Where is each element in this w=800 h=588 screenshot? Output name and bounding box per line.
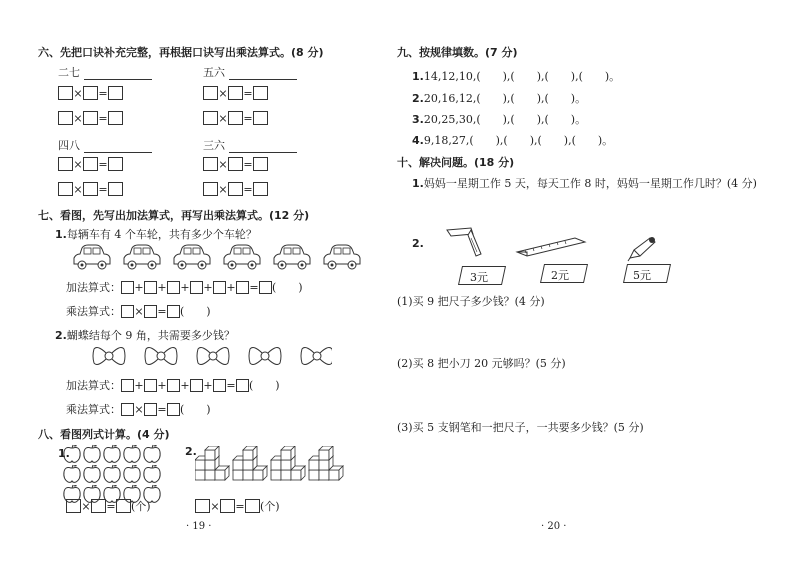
mnemonic-blank[interactable]	[84, 68, 152, 80]
answer-box[interactable]	[228, 111, 243, 125]
question-number: 1.	[55, 228, 67, 241]
answer-box[interactable]	[228, 157, 243, 171]
addition-row: 加法算式： + + + + = ( )	[66, 378, 280, 392]
answer-box[interactable]	[108, 111, 123, 125]
answer-box[interactable]	[203, 182, 218, 196]
answer-box[interactable]	[66, 499, 81, 513]
section-9-title: 九、按规律填数。(7 分)	[397, 46, 518, 59]
equation-row: × =	[203, 182, 268, 196]
equation-row	[58, 86, 123, 100]
answer-box[interactable]	[190, 379, 203, 392]
price-label: 2元	[551, 269, 569, 282]
cars-illustration	[72, 244, 362, 272]
question-text: 蝴蝶结每个 9 角，共需要多少钱？	[66, 329, 235, 342]
equation-row: × =	[203, 111, 268, 125]
answer-paren[interactable]: ( )	[180, 305, 211, 318]
equation-row: × = (个)	[195, 498, 280, 514]
answer-box[interactable]	[203, 86, 218, 100]
sequence-row: 1.14,12,10,( ),( ),( ),( )。	[412, 70, 621, 83]
question-number: 2.	[412, 237, 424, 250]
answer-box[interactable]	[213, 281, 226, 294]
question-number: 2.	[55, 329, 67, 342]
addition-label: 加法算式：	[66, 281, 121, 294]
equation-row: × = (个)	[66, 498, 151, 514]
section-10-title: 十、解决问题。(18 分)	[397, 156, 515, 169]
answer-paren[interactable]: ( )	[180, 403, 211, 416]
answer-box[interactable]	[245, 499, 260, 513]
answer-box[interactable]	[144, 403, 157, 416]
mnemonic-blank[interactable]	[229, 141, 297, 153]
mnemonic-label: 二七	[58, 66, 80, 79]
section-7-title: 七、看图，先写出加法算式，再写出乘法算式。(12 分)	[38, 209, 310, 222]
bow-icon	[145, 348, 177, 365]
bow-icon	[301, 348, 332, 365]
equation-row: × =	[58, 182, 123, 196]
mnemonic-item	[58, 137, 152, 153]
answer-box[interactable]	[144, 305, 157, 318]
answer-box[interactable]	[167, 305, 180, 318]
ruler-icon	[515, 236, 587, 258]
car-icon	[274, 245, 310, 269]
mnemonic-label: 三六	[203, 139, 225, 152]
answer-box[interactable]	[195, 499, 210, 513]
times-sign: ×	[73, 86, 83, 100]
answer-box[interactable]	[203, 111, 218, 125]
answer-box[interactable]	[167, 281, 180, 294]
answer-box[interactable]	[167, 403, 180, 416]
apples-illustration	[62, 444, 166, 504]
answer-box[interactable]	[121, 305, 134, 318]
answer-box[interactable]	[83, 111, 98, 125]
addition-label: 加法算式：	[66, 379, 121, 392]
subquestion-2: (2)买 8 把小刀 20 元够吗？(5 分)	[397, 357, 566, 370]
price-label: 3元	[470, 271, 488, 284]
answer-box[interactable]	[58, 86, 73, 100]
page-number: · 20 ·	[541, 521, 567, 532]
mnemonic-blank[interactable]	[229, 68, 297, 80]
answer-box[interactable]	[253, 86, 268, 100]
answer-box[interactable]	[83, 157, 98, 171]
cubes-illustration	[195, 446, 355, 486]
bow-icon	[249, 348, 281, 365]
bow-icon	[93, 348, 125, 365]
answer-box[interactable]	[228, 86, 243, 100]
price-label: 5元	[633, 269, 651, 282]
answer-box[interactable]	[116, 499, 131, 513]
mnemonic-label: 五六	[203, 66, 225, 79]
pen-icon	[626, 234, 660, 262]
answer-box[interactable]	[190, 281, 203, 294]
knife-icon	[443, 226, 485, 264]
answer-paren[interactable]: ( )	[272, 281, 303, 294]
answer-box[interactable]	[213, 379, 226, 392]
answer-box[interactable]	[203, 157, 218, 171]
question-number: 2.	[185, 445, 197, 458]
answer-box[interactable]	[121, 281, 134, 294]
sequence-row: 3.20,25,30,( ),( ),( )。	[412, 113, 587, 126]
answer-box[interactable]	[83, 182, 98, 196]
multiplication-row: 乘法算式： × = ( )	[66, 304, 211, 318]
mnemonic-item	[203, 137, 297, 153]
answer-box[interactable]	[236, 379, 249, 392]
answer-box[interactable]	[167, 379, 180, 392]
bow-icon	[197, 348, 229, 365]
question-text: 每辆车有 4 个车轮，共有多少个车轮？	[66, 228, 257, 241]
subquestion-1: (1)买 9 把尺子多少钱？(4 分)	[397, 295, 545, 308]
answer-box[interactable]	[220, 499, 235, 513]
unit-label: (个)	[131, 500, 151, 513]
mnemonic-blank[interactable]	[84, 141, 152, 153]
answer-box[interactable]	[144, 379, 157, 392]
answer-box[interactable]	[83, 86, 98, 100]
answer-box[interactable]	[259, 281, 272, 294]
equation-row: × =	[58, 111, 123, 125]
unit-label: (个)	[260, 500, 280, 513]
bows-illustration	[92, 344, 332, 368]
answer-box[interactable]	[253, 157, 268, 171]
page-number: · 19 ·	[186, 521, 212, 532]
answer-box[interactable]	[144, 281, 157, 294]
answer-box[interactable]	[236, 281, 249, 294]
sequence-row: 4.9,18,27,( ),( ),( ),( )。	[412, 134, 614, 147]
multiplication-label: 乘法算式：	[66, 305, 121, 318]
addition-row: 加法算式： + + + + + = ( )	[66, 280, 303, 294]
answer-box[interactable]	[121, 403, 134, 416]
multiplication-row: 乘法算式： × = ( )	[66, 402, 211, 416]
answer-box[interactable]	[108, 157, 123, 171]
answer-box[interactable]	[58, 182, 73, 196]
section-6-title: 六、先把口诀补充完整，再根据口诀写出乘法算式。(8 分)	[38, 46, 324, 59]
mnemonic-item	[58, 64, 152, 80]
answer-box[interactable]	[91, 499, 106, 513]
answer-box[interactable]	[58, 157, 73, 171]
answer-box[interactable]	[253, 182, 268, 196]
answer-box[interactable]	[58, 111, 73, 125]
question-number: 1.	[58, 447, 70, 460]
sequence-row: 2.20,16,12,( ),( ),( )。	[412, 92, 587, 105]
question-2	[55, 327, 235, 343]
question-1	[55, 226, 257, 242]
subquestion-3: (3)买 5 支钢笔和一把尺子，一共要多少钱？(5 分)	[397, 421, 644, 434]
section-8-title: 八、看图列式计算。(4 分)	[38, 428, 170, 441]
car-icon	[124, 245, 160, 269]
answer-box[interactable]	[108, 86, 123, 100]
equation-row: × =	[203, 157, 268, 171]
answer-box[interactable]	[228, 182, 243, 196]
equation-row: × =	[58, 157, 123, 171]
answer-paren[interactable]: ( )	[249, 379, 280, 392]
answer-box[interactable]	[253, 111, 268, 125]
answer-box[interactable]	[108, 182, 123, 196]
answer-box[interactable]	[121, 379, 134, 392]
car-icon	[324, 245, 360, 269]
question-1: 1.妈妈一星期工作 5 天，每天工作 8 时，妈妈一星期工作几时？(4 分)	[412, 177, 757, 190]
equals-sign: =	[98, 86, 108, 100]
car-icon	[74, 245, 110, 269]
car-icon	[174, 245, 210, 269]
equation-row: × =	[203, 86, 268, 100]
mnemonic-label: 四八	[58, 139, 80, 152]
multiplication-label: 乘法算式：	[66, 403, 121, 416]
car-icon	[224, 245, 260, 269]
mnemonic-item	[203, 64, 297, 80]
